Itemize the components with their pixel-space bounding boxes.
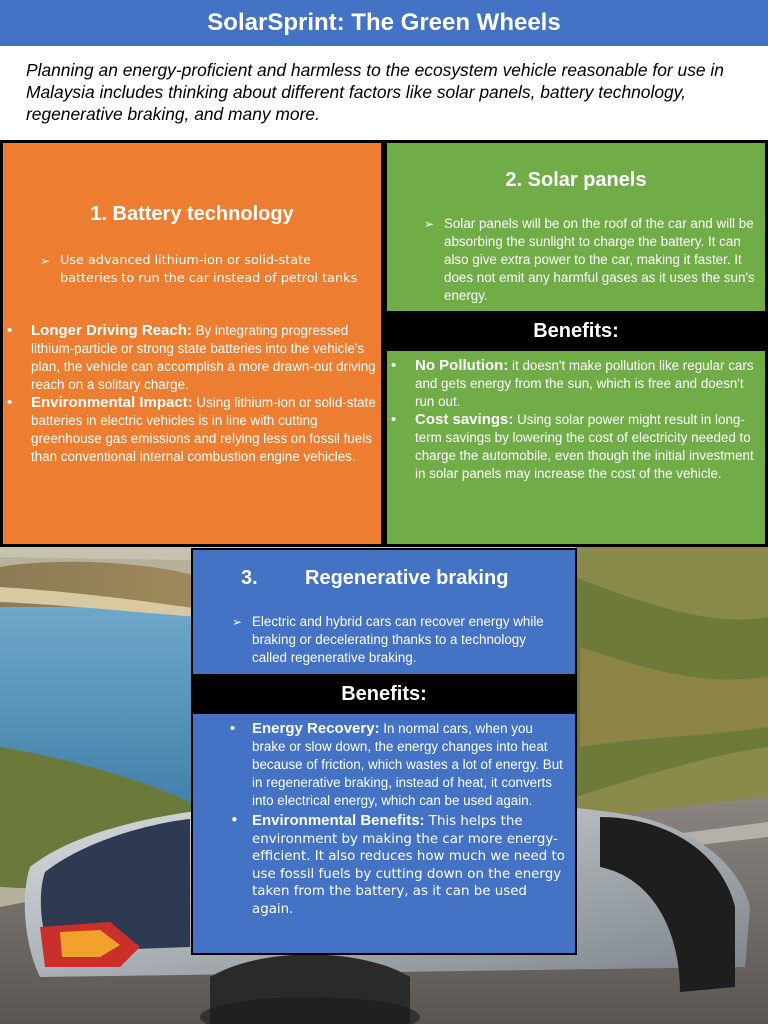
battery-title: 1. Battery technology xyxy=(90,203,294,225)
bullet-label: Energy Recovery: xyxy=(252,720,380,737)
bullet-label: No Pollution: xyxy=(415,357,509,374)
solar-benefits-heading: Benefits: xyxy=(387,311,765,351)
bullet-text: it doesn't make pollution like regular cars and gets energy from the sun, which is free and doesn't run out. xyxy=(415,358,754,409)
list-item xyxy=(391,411,761,483)
bullet-icon: • xyxy=(391,411,397,428)
bullet-text: By integrating progressed lithium-particle or strong state batteries into the vehicle's plan, the vehicle can accomplish a more drawn-out driving reach on a solitary charge. xyxy=(31,323,376,392)
solar-panels-panel xyxy=(384,140,768,547)
regen-benefits-heading: Benefits: xyxy=(193,674,575,714)
regen-arrow-text: Electric and hybrid cars can recover energy while braking or decelerating thanks to a technology called regenerative braking. xyxy=(252,614,544,665)
bullet-text: In normal cars, when you brake or slow down, the energy changes into heat because of friction, which wastes a lot of energy. But in regenerative braking, instead of heat, it converts into electrical energy, which can be used again. xyxy=(252,721,563,808)
arrow-bullet-icon: ➢ xyxy=(40,254,51,268)
bullet-label: Environmental Impact: xyxy=(31,394,193,411)
solar-benefits-list xyxy=(391,357,761,483)
bullet-icon: • xyxy=(7,322,13,339)
battery-arrow-item xyxy=(40,252,370,288)
regen-title: Regenerative braking xyxy=(305,567,509,589)
regen-benefits-list xyxy=(230,720,570,919)
intro-paragraph: Planning an energy-proficient and harmless to the ecosystem vehicle reasonable for use in Malaysia includes thinking about different factors like solar panels, battery technology, regenerative braking, and many more. xyxy=(26,60,724,124)
solar-arrow-text: Solar panels will be on the roof of the car and will be absorbing the sunlight to charge the battery. It can also give extra power to the car, making it faster. It does not emit any harmful gases as it uses the sun's energy. xyxy=(444,216,755,303)
battery-arrow-text: Use advanced lithium-ion or solid-state batteries to run the car instead of petrol tanks xyxy=(60,253,358,286)
battery-technology-panel xyxy=(0,140,384,547)
list-item xyxy=(230,811,570,919)
bullet-text: This helps the environment by making the car more energy-efficient. It also reduces how much we need to use fossil fuels by cutting down on the energy taken from the battery, as it can be used again. xyxy=(252,814,565,917)
list-item xyxy=(7,394,377,466)
bullet-text: Using lithium-ion or solid-state batteries in electric vehicles is in line with cutting greenhouse gas emissions and relying less on fossil fuels than conventional internal combustion engine vehicles. xyxy=(31,395,376,464)
arrow-bullet-icon: ➢ xyxy=(424,217,435,231)
bullet-icon: • xyxy=(391,357,397,374)
bullet-icon: • xyxy=(230,720,236,737)
bullet-label: Cost savings: xyxy=(415,411,514,428)
bullet-label: Environmental Benefits: xyxy=(252,812,425,829)
arrow-bullet-icon: ➢ xyxy=(232,615,243,629)
regen-arrow-item xyxy=(232,613,552,667)
bullet-label: Longer Driving Reach: xyxy=(31,322,192,339)
bullet-icon: • xyxy=(7,394,13,411)
battery-benefits-list xyxy=(7,322,377,466)
list-item xyxy=(230,720,570,810)
page-title: SolarSprint: The Green Wheels xyxy=(207,9,561,36)
solar-title: 2. Solar panels xyxy=(505,169,647,191)
list-item xyxy=(7,322,377,394)
regen-number: 3. xyxy=(241,567,258,589)
solar-arrow-item xyxy=(424,215,764,305)
page-header xyxy=(0,0,768,46)
regenerative-braking-panel xyxy=(191,548,577,955)
bullet-text: Using solar power might result in long-term savings by lowering the cost of electricity needed to charge the automobile, even though the initial investment in solar panels may increase the cost of the vehicle. xyxy=(415,412,754,481)
bullet-icon: • xyxy=(230,811,239,829)
list-item xyxy=(391,357,761,411)
